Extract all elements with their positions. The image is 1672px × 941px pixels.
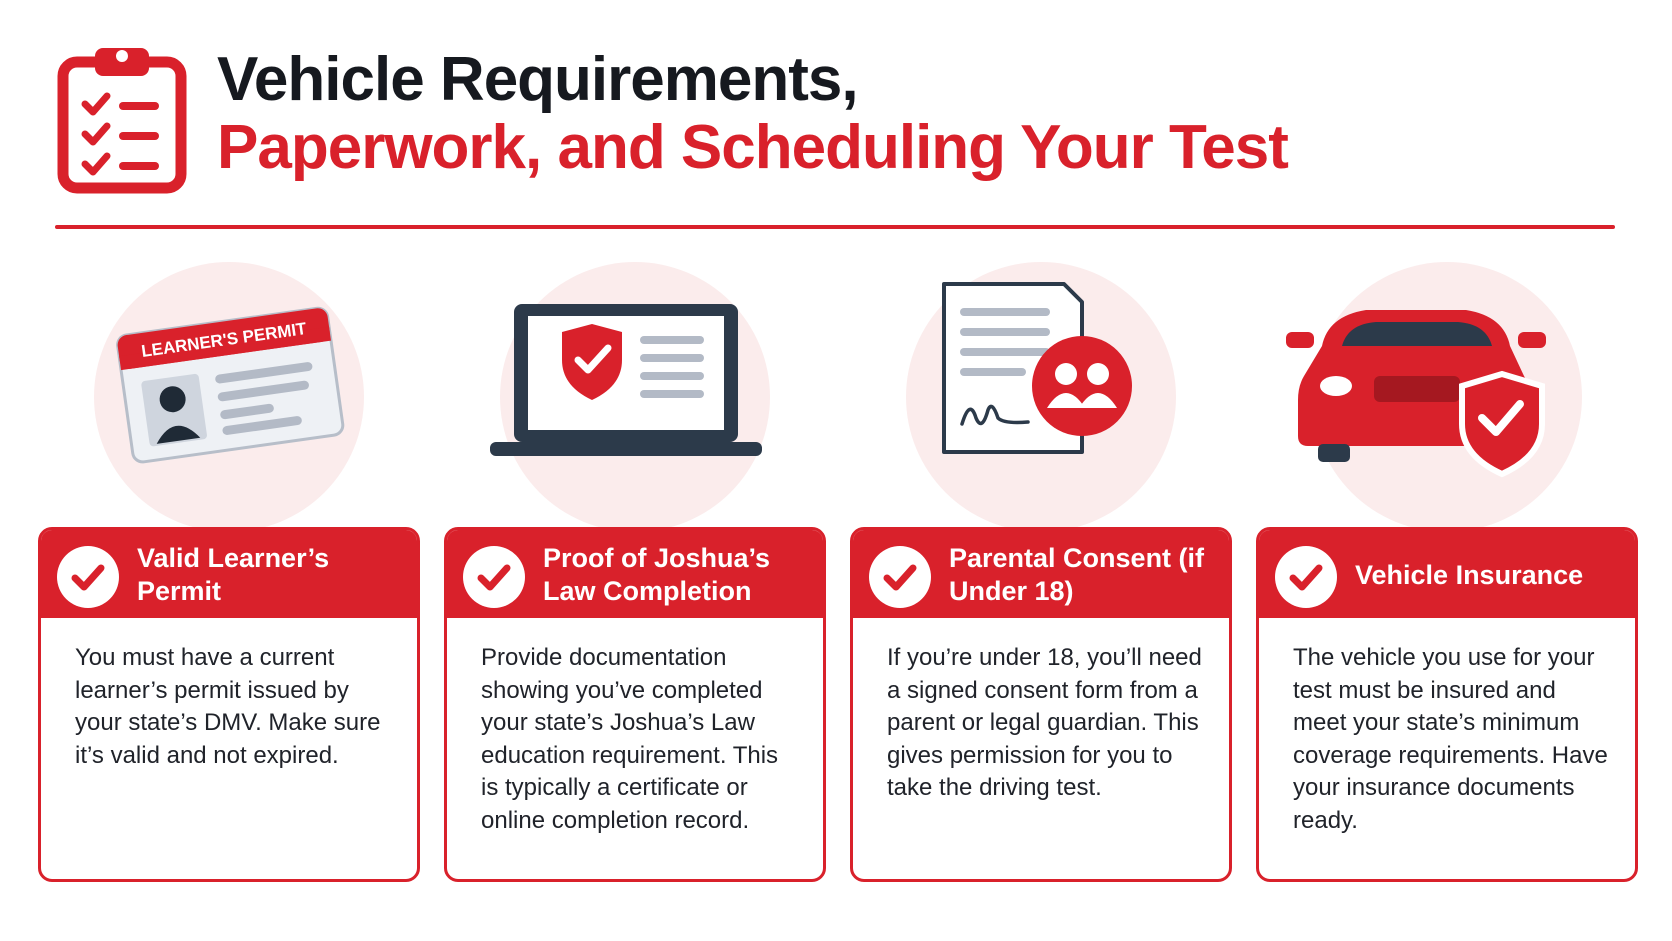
requirement-column-insurance [1256, 262, 1638, 912]
card-description: If you’re under 18, you’ll need a signed consent form from a parent or legal guardian. This gives permission for you to take the driving test. [887, 644, 1202, 801]
header [55, 40, 1615, 210]
laptop-shield-icon [444, 262, 826, 532]
card-description: You must have a current learner’s permit issued by your state’s DMV. Make sure it’s valid and not expired. [75, 644, 381, 769]
requirement-column-joshuas-law [444, 262, 826, 912]
page-title [217, 46, 1288, 182]
card-title: Valid Learner’s Permit [137, 543, 330, 606]
requirements-grid [38, 262, 1638, 912]
checkmark-icon [869, 546, 931, 608]
signed-consent-form-icon [850, 262, 1232, 532]
checkmark-icon [463, 546, 525, 608]
card-header [447, 530, 823, 618]
learners-permit-card-icon [38, 262, 420, 532]
requirement-card-joshuas-law [444, 527, 826, 882]
page-title-line-2: Paperwork, and Scheduling Your Test [217, 113, 1288, 182]
card-description: The vehicle you use for your test must be insured and meet your state’s minimum coverage requirements. Have your insurance documents ready. [1293, 644, 1608, 834]
card-header [853, 530, 1229, 618]
card-title: Vehicle Insurance [1355, 560, 1584, 590]
header-divider [55, 225, 1615, 229]
requirement-column-parental-consent [850, 262, 1232, 912]
requirement-card-insurance [1256, 527, 1638, 882]
card-description: Provide documentation showing you’ve completed your state’s Joshua’s Law education requirement. This is typically a certificate or online completion record. [481, 644, 779, 834]
requirement-card-permit [38, 527, 420, 882]
permit-badge-text: LEARNER'S PERMIT [140, 319, 308, 361]
car-shield-icon [1256, 262, 1638, 532]
checkmark-icon [57, 546, 119, 608]
clipboard-checklist-icon [57, 42, 193, 200]
card-title: Proof of Joshua’s Law Completion [543, 543, 771, 606]
card-header [41, 530, 417, 618]
checkmark-icon [1275, 546, 1337, 608]
requirement-card-parental-consent [850, 527, 1232, 882]
requirement-column-permit [38, 262, 420, 912]
card-header [1259, 530, 1635, 618]
page-title-line-1: Vehicle Requirements, [217, 45, 858, 114]
card-title: Parental Consent (if Under 18) [949, 543, 1205, 606]
